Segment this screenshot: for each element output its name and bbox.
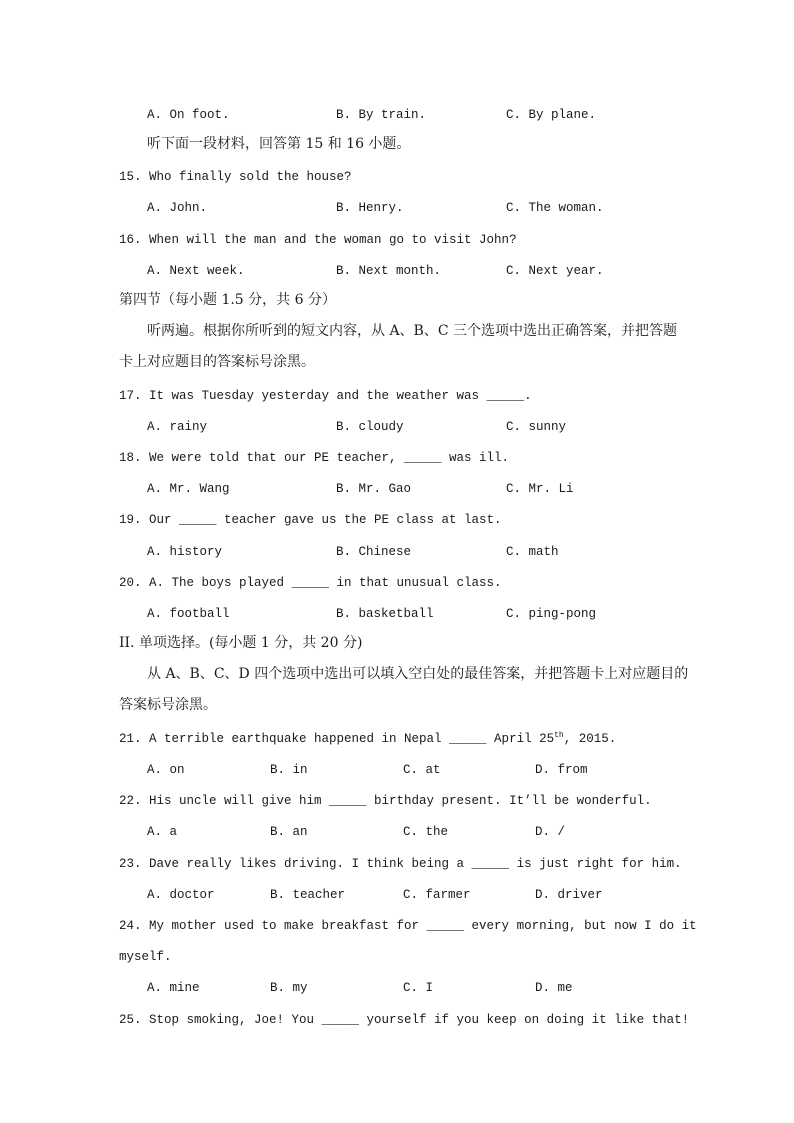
q20-option-b: B. basketball — [336, 607, 434, 621]
q14-option-c: C. By plane. — [506, 108, 597, 122]
section4-instruction-line2: 卡上对应题目的答案标号涂黑。 — [119, 354, 315, 370]
q16-stem: 16. When will the man and the woman go to visit John? — [119, 233, 517, 247]
q23-option-b: B. teacher — [270, 888, 346, 902]
section4-instruction-line1: 听两遍。根据你所听到的短文内容，从 A、B、C 三个选项中选出正确答案，并把答题 — [147, 323, 678, 339]
q17-option-b: B. cloudy — [336, 420, 404, 434]
q19-stem: 19. Our _____ teacher gave us the PE class at last. — [119, 513, 502, 527]
q22-option-b: B. an — [270, 825, 308, 839]
part2-instruction-line1: 从 A、B、C、D 四个选项中选出可以填入空白处的最佳答案，并把答题卡上对应题目的 — [147, 666, 689, 682]
q24-option-d: D. me — [535, 981, 573, 995]
q15-option-a: A. John. — [147, 201, 208, 215]
q15-option-c: C. The woman. — [506, 201, 604, 215]
q21-stem-end: , 2015. — [563, 732, 617, 746]
q14-option-a: A. On foot. — [147, 108, 230, 122]
q21-option-b: B. in — [270, 763, 308, 777]
q24-stem-line1: 24. My mother used to make breakfast for _____ every morning, but now I do it — [119, 919, 697, 933]
q17-option-c: C. sunny — [506, 420, 567, 434]
q24-option-b: B. my — [270, 981, 308, 995]
part2-instruction-line2: 答案标号涂黑。 — [119, 697, 217, 713]
q24-stem-line2: myself. — [119, 950, 172, 964]
q22-stem: 22. His uncle will give him _____ birthday present. It’ll be wonderful. — [119, 794, 652, 808]
q24-option-a: A. mine — [147, 981, 200, 995]
part2-title: II. 单项选择。(每小题 1 分，共 20 分) — [119, 635, 363, 651]
q20-option-a: A. football — [147, 607, 230, 621]
q20-option-c: C. ping-pong — [506, 607, 597, 621]
q18-stem: 18. We were told that our PE teacher, _____ was ill. — [119, 451, 510, 465]
q20-stem: 20. A. The boys played _____ in that unusual class. — [119, 576, 502, 590]
q21-stem-text: 21. A terrible earthquake happened in Nepal _____ April 25 — [119, 732, 555, 746]
q22-option-d: D. / — [535, 825, 566, 839]
q18-option-c: C. Mr. Li — [506, 482, 574, 496]
q23-option-d: D. driver — [535, 888, 603, 902]
q24-option-c: C. I — [403, 981, 434, 995]
q22-option-a: A. a — [147, 825, 178, 839]
q21-stem — [119, 728, 616, 750]
q15-option-b: B. Henry. — [336, 201, 404, 215]
q21-superscript: th — [554, 730, 564, 740]
q14-option-b: B. By train. — [336, 108, 427, 122]
q22-option-c: C. the — [403, 825, 449, 839]
q17-stem: 17. It was Tuesday yesterday and the weather was _____. — [119, 389, 532, 403]
q23-option-a: A. doctor — [147, 888, 215, 902]
q16-option-b: B. Next month. — [336, 264, 442, 278]
q17-option-a: A. rainy — [147, 420, 208, 434]
q18-option-b: B. Mr. Gao — [336, 482, 412, 496]
q19-option-b: B. Chinese — [336, 545, 412, 559]
q23-stem: 23. Dave really likes driving. I think being a _____ is just right for him. — [119, 857, 682, 871]
instruction-15-16: 听下面一段材料，回答第 15 和 16 小题。 — [147, 136, 411, 152]
q21-option-d: D. from — [535, 763, 588, 777]
q15-stem: 15. Who finally sold the house? — [119, 170, 352, 184]
q19-option-a: A. history — [147, 545, 223, 559]
q16-option-c: C. Next year. — [506, 264, 604, 278]
q19-option-c: C. math — [506, 545, 559, 559]
section4-title: 第四节（每小题 1.5 分，共 6 分） — [119, 292, 336, 308]
q18-option-a: A. Mr. Wang — [147, 482, 230, 496]
q16-option-a: A. Next week. — [147, 264, 245, 278]
q25-stem: 25. Stop smoking, Joe! You _____ yourself if you keep on doing it like that! — [119, 1013, 690, 1027]
q21-option-a: A. on — [147, 763, 185, 777]
q23-option-c: C. farmer — [403, 888, 471, 902]
q21-option-c: C. at — [403, 763, 441, 777]
